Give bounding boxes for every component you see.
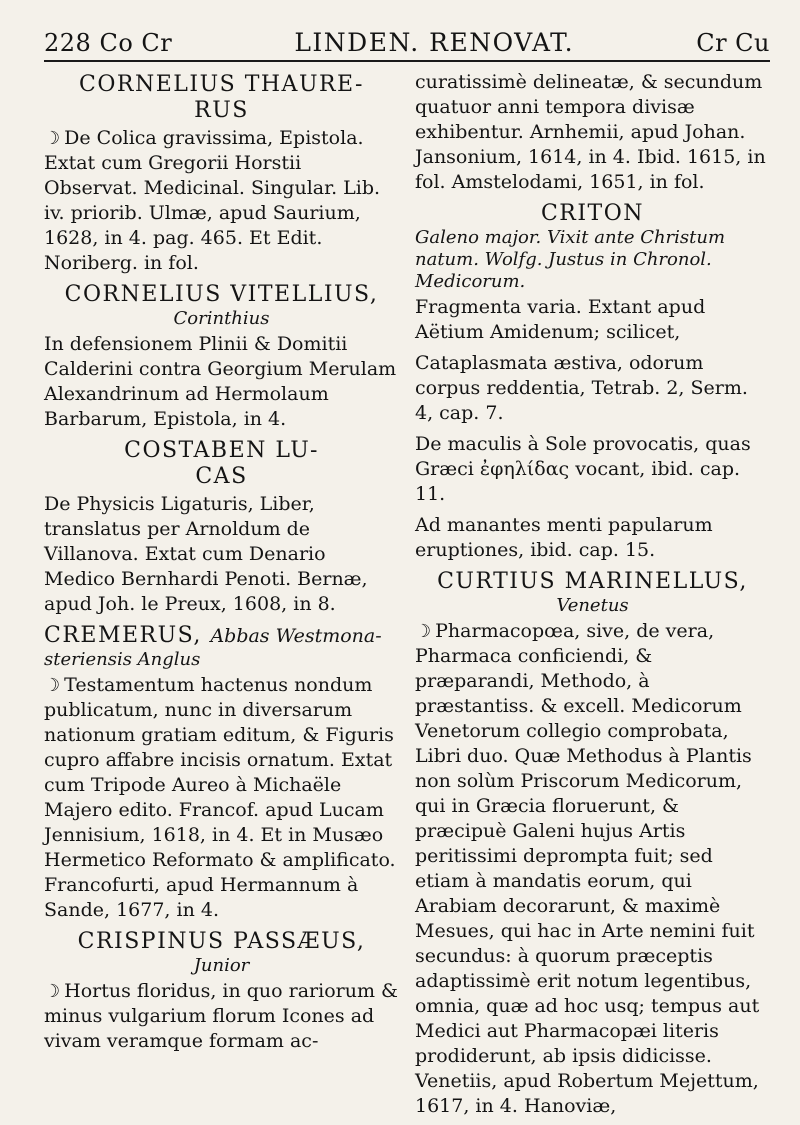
entry-heading: CRITON	[540, 201, 645, 226]
entry-subtitle: Junior	[193, 955, 250, 976]
crescent-mark-icon: ☽	[44, 128, 61, 149]
header-rule	[44, 60, 770, 62]
entry-heading: CURTIUS MARINELLUS,	[437, 569, 748, 594]
right-column	[415, 68, 770, 1125]
entry-text: De Physicis Ligaturis, Liber, translatus per Arnoldum de Villanova. Extat cum Denario Medico Bernhardi Penoti. Bernæ, apud Joh. le Preux, 1608, in 8.	[44, 493, 368, 615]
entry-text: Fragmenta varia. Extant apud Aëtium Amidenum; scilicet,	[415, 296, 706, 343]
left-running-letters: Co Cr	[99, 29, 173, 57]
entry-subtitle: Galeno major. Vixit ante Christum natum. Wolfg. Justus in Chronol. Medicorum.	[415, 227, 726, 292]
entry-heading: CORNELIUS VITELLIUS,	[64, 282, 379, 307]
entry-text: In defensionem Plinii & Domitii Calderini contra Georgium Merulam Alexandrinum ad Hermolaum Barbarum, Epistola, in 4.	[44, 333, 397, 430]
running-header	[44, 28, 770, 58]
entry-text: Ad manantes menti papularum eruptiones, ibid. cap. 15.	[415, 514, 713, 561]
entry-text: De maculis à Sole provocatis, quas Græci ἐφηλίδας vocant, ibid. cap. 11.	[415, 433, 751, 505]
two-column-body	[44, 68, 770, 1125]
entry-subtitle: steriensis Anglus	[44, 649, 201, 670]
running-title: LINDEN. RENOVAT.	[294, 28, 575, 57]
entry-text: Cataplasmata æstiva, odorum corpus reddentia, Tetrab. 2, Serm. 4, cap. 7.	[415, 352, 748, 424]
entry-subtitle: Venetus	[556, 595, 629, 616]
entry-text: ☽ Hortus floridus, in quo rariorum & minus vulgarium florum Icones ad vivam veramque formam ac-	[44, 980, 398, 1052]
entry-heading: CRISPINUS PASSÆUS,	[77, 929, 366, 954]
entry-heading: COSTABEN LU- CAS	[124, 438, 319, 489]
entry-subtitle: Corinthius	[173, 308, 270, 329]
crescent-mark-icon: ☽	[44, 675, 61, 696]
entry-heading: CORNELIUS THAURE- RUS	[79, 72, 364, 123]
page-number: 228	[44, 29, 92, 57]
crescent-mark-icon: ☽	[415, 621, 432, 642]
left-running-head	[44, 28, 172, 58]
entry-text: ☽ Testamentum hactenus nondum publicatum, nunc in diversarum nationum gratiam editum, & Figuris cupro affabre incisis ornatum. Extat cum Tripode Aureo à Michaële Majero edito. Francof. apud Lucam Jennisium, 1618, in 4. Et in Musæo Hermetico Reformato & amplificato. Francofurti, apud Hermannum à Sande, 1677, in 4.	[44, 674, 396, 921]
entry-text: ☽ De Colica gravissima, Epistola. Extat cum Gregorii Horstii Observat. Medicinal. Singular. Lib. iv. priorib. Ulmæ, apud Saurium, 1628, in 4. pag. 465. Et Edit. Noriberg. in fol.	[44, 127, 381, 274]
right-running-letters: Cr Cu	[696, 29, 770, 57]
entry-heading: CREMERUS, Abbas Westmona-	[44, 623, 382, 648]
left-column	[44, 68, 399, 1125]
entry-text: curatissimè delineatæ, & secundum quatuor anni tempora divisæ exhibentur. Arnhemii, apud Johan. Jansonium, 1614, in 4. Ibid. 1615, in fol. Amstelodami, 1651, in fol.	[415, 71, 766, 193]
crescent-mark-icon: ☽	[44, 981, 61, 1002]
entry-text: ☽ Pharmacopœa, sive, de vera, Pharmaca conficiendi, & præparandi, Methodo, à præstantiss. & excell. Medicorum Venetorum collegio comprobata, Libri duo. Quæ Methodus à Plantis non solùm Priscorum Medicorum, qui in Græcia floruerunt, & præcipuè Galeni hujus Artis peritissimi deprompta fuit; sed etiam à mandatis eorum, qui Arabiam decorarunt, & maximè Mesues, qui hac in Arte nemini fuit secundus: à quorum præceptis adaptissimè erit notum legentibus, omnia, quæ ad hoc usq; tempus aut Medici aut Pharmacopæi literis prodiderunt, ab ipsis didicisse. Venetiis, apud Robertum Mejettum, 1617, in 4. Hanoviæ,	[415, 620, 760, 1117]
